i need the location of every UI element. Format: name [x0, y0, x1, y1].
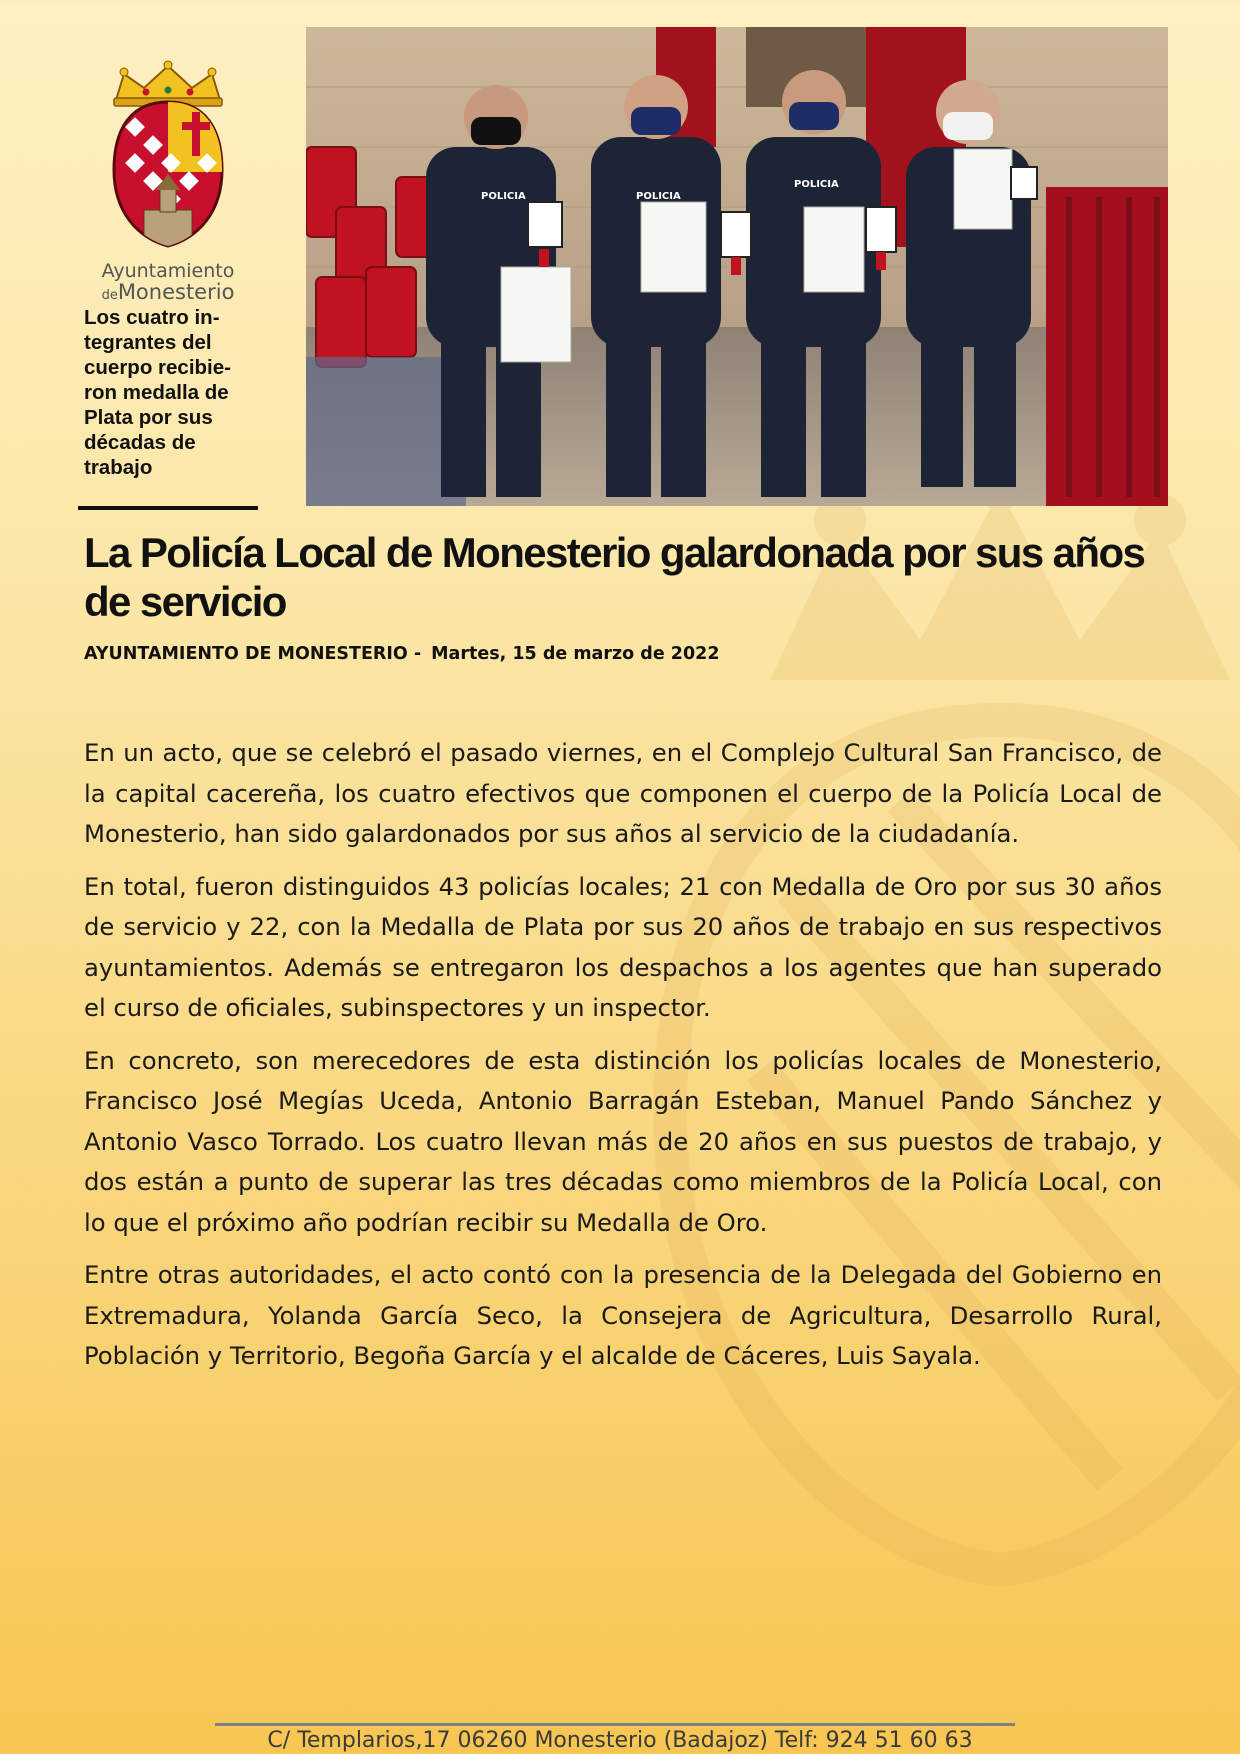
article-source: AYUNTAMIENTO DE MONESTERIO - [84, 644, 422, 664]
badge-label: POLICIA [636, 191, 681, 202]
caption-line: Plata por sus [84, 406, 213, 429]
caption-line: trabajo [84, 456, 153, 479]
logo-line-2 [88, 280, 248, 304]
municipality-logo [88, 60, 248, 305]
caption-line: décadas de [84, 431, 196, 454]
article-paragraph: En total, fueron distinguidos 43 policías locales; 21 con Medalla de Oro por sus 30 años de servicio y 22, con la Medalla de Plata por sus 20 años de trabajo en sus respectivos ayuntamientos. Además se entregaron los despachos a los agentes que han superado el curso de oficiales, subinspectores y un inspector. [84, 871, 1162, 1022]
article-paragraph: En concreto, son merecedores de esta distinción los policías locales de Monesterio, Francisco José Megías Uceda, Antonio Barragán Esteban, Manuel Pando Sánchez y Antonio Vasco Torrado. Los cuatro llevan más de 20 años en sus puestos de trabajo, y dos están a punto de superar las tres décadas como miembros de la Policía Local, con lo que el próximo año podrían recibir su Medalla de Oro. [84, 1045, 1162, 1237]
logo-prefix: de [101, 288, 118, 303]
photo-caption [84, 305, 264, 480]
caption-line: Los cuatro in- [84, 306, 220, 329]
coat-of-arms-icon [88, 60, 248, 260]
caption-line: tegrantes del [84, 331, 212, 354]
badge-label: POLICIA [794, 179, 839, 190]
logo-name: Monesterio [117, 280, 235, 304]
footer-divider [215, 1723, 1015, 1726]
logo-line-1: Ayuntamiento [101, 260, 235, 282]
badge-label: POLICIA [481, 191, 526, 202]
article-date: Martes, 15 de marzo de 2022 [431, 644, 720, 664]
crown-icon [114, 61, 222, 106]
caption-line: ron medalla de [84, 381, 229, 404]
footer-address: C/ Templarios,17 06260 Monesterio (Badajoz) Telf: 924 51 60 63 [267, 1728, 973, 1753]
article-photo [306, 27, 1168, 506]
article-headline: La Policía Local de Monesterio galardonada por sus años de servicio [84, 529, 1145, 625]
caption-divider [78, 506, 258, 510]
article-paragraph: En un acto, que se celebró el pasado viernes, en el Complejo Cultural San Francisco, de la capital cacereña, los cuatro efectivos que componen el cuerpo de la Policía Local de Monesterio, han sido galardonados por sus años al servicio de la ciudadanía. [84, 738, 1162, 848]
article-paragraph: Entre otras autoridades, el acto contó con la presencia de la Delegada del Gobierno en Extremadura, Yolanda García Seco, la Consejera de Agricultura, Desarrollo Rural, Población y Territorio, Begoña García y el alcalde de Cáceres, Luis Sayala. [84, 1260, 1162, 1370]
caption-line: cuerpo recibie- [84, 356, 231, 379]
article-body [84, 733, 1162, 1389]
article-byline [84, 644, 720, 664]
